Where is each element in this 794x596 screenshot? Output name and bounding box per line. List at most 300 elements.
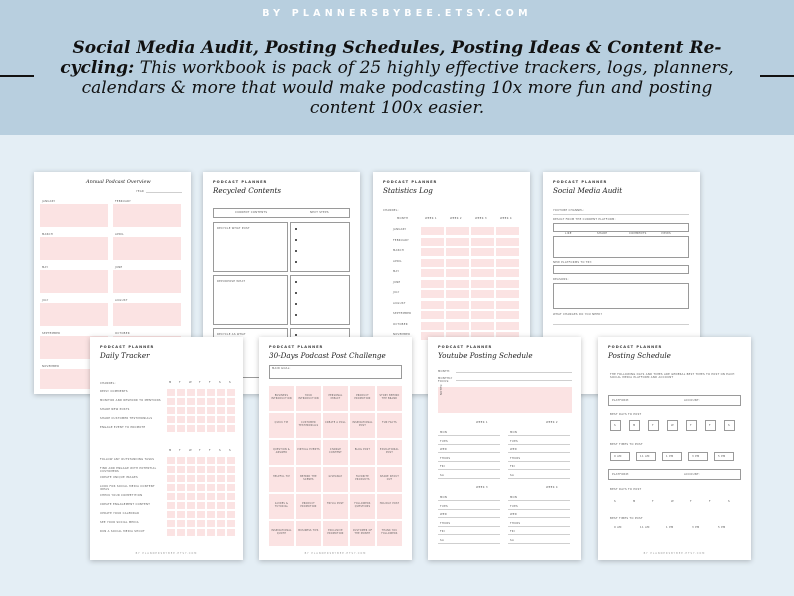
best-days-label-2: BEST DAYS TO POST	[610, 488, 642, 491]
day-label: FRI	[440, 530, 445, 533]
day-cell	[167, 407, 175, 414]
day-cell	[197, 493, 205, 500]
day-cell	[227, 529, 235, 536]
col-next: NEXT STEPS	[310, 211, 329, 214]
main-goal-label: MAIN GOAL:	[272, 367, 291, 370]
day-label: MON	[510, 496, 518, 499]
day-label: SA	[440, 538, 445, 542]
challenge-cell	[377, 413, 402, 438]
sheet-title: Annual Podcast Overview	[86, 179, 151, 185]
day-cell	[197, 529, 205, 536]
month-label: AUGUST	[393, 301, 406, 305]
day-letter: T	[652, 424, 654, 427]
year-label: YEAR	[136, 190, 144, 193]
challenge-cell	[323, 467, 348, 492]
day-cell	[187, 502, 195, 509]
challenge-label: INSPIRATIONAL QUOTE	[271, 529, 292, 535]
platform-label: PLATFORM:	[612, 399, 630, 402]
headline	[58, 38, 736, 118]
account-label: ACCOUNT:	[684, 399, 700, 402]
day-cell	[217, 520, 225, 527]
challenge-cell	[350, 440, 375, 465]
challenge-label: STORY BEHIND THE BRAND	[379, 394, 400, 400]
stat-cell	[421, 238, 444, 246]
day-cell	[207, 425, 215, 432]
day-letter: S	[614, 424, 616, 427]
week-label: WEEK 3	[476, 486, 488, 489]
challenge-cell	[377, 494, 402, 519]
day-cell	[217, 398, 225, 405]
metric-label: VIEWS	[661, 232, 671, 235]
day-letter: W	[671, 500, 674, 503]
month-label: MAY	[42, 266, 49, 269]
day-cell	[177, 520, 185, 527]
challenge-label: FAVORITE PRODUCTS	[355, 475, 370, 481]
day-cell	[167, 511, 175, 518]
challenge-label: FUN FACTS	[382, 421, 397, 424]
month-box	[40, 204, 108, 227]
day-cell	[177, 529, 185, 536]
month-label: JULY	[42, 299, 49, 302]
sheet-title: Statistics Log	[383, 186, 433, 195]
hero-banner	[0, 0, 794, 135]
day-label: MON	[510, 431, 518, 434]
intro-text: THE FOLLOWING DAYS AND TIMES ARE GENERAL BEST TIMES TO POST ON EACH SOCIAL MEDIA PLATFORM AND ACCOUNT	[610, 373, 735, 380]
week-label: WEEK 2	[546, 421, 558, 424]
month-label: MONTH:	[438, 370, 451, 373]
sheet-footer: BY PLANNERSBYBEE.ETSY.COM	[135, 552, 198, 555]
day-cell	[217, 493, 225, 500]
row-line	[508, 461, 570, 462]
day-cell	[187, 416, 195, 423]
shop-byline: BY PLANNERSBYBEE.ETSY.COM	[262, 8, 532, 19]
month-box	[40, 237, 108, 260]
challenge-label: YOUR INTRODUCTION	[298, 394, 319, 400]
day-label: THURS	[440, 456, 451, 460]
stat-cell	[421, 269, 444, 277]
month-label: JANUARY	[393, 228, 407, 231]
row-line	[438, 500, 500, 501]
day-cell	[227, 466, 235, 473]
day-label: TUES	[510, 504, 518, 508]
day-cell	[217, 484, 225, 491]
task-label: ENGAGE EVENT TO PROMOTE	[100, 426, 146, 429]
day-cell	[227, 416, 235, 423]
time-label: 11 AM	[640, 455, 650, 458]
month-label: JUNE	[115, 266, 123, 269]
day-letter: W	[671, 424, 674, 427]
day-cell	[197, 457, 205, 464]
stat-cell	[471, 248, 494, 256]
month-label: FEBRUARY	[393, 238, 410, 242]
task-label: REPLY COMMENTS	[100, 390, 128, 393]
row-line	[438, 461, 500, 462]
challenge-label: CREATE A POLL	[325, 421, 346, 424]
stat-cell	[446, 248, 469, 256]
day-cell	[227, 520, 235, 527]
sheet-kicker: PODCAST PLANNER	[100, 345, 155, 349]
challenge-label: CUSTOMER TESTIMONIALS	[298, 421, 319, 427]
sheet-footer: BY PLANNERSBYBEE.ETSY.COM	[304, 552, 367, 555]
stat-cell	[496, 280, 519, 288]
challenge-cell	[323, 413, 348, 438]
row-line	[438, 509, 500, 510]
week-header: WEEK 4	[500, 217, 512, 220]
sheet-title: Daily Tracker	[100, 351, 150, 360]
day-cell	[227, 511, 235, 518]
sheet-kicker: PODCAST PLANNER	[553, 180, 608, 184]
challenge-label: FOLLOWERS QUESTIONS	[354, 502, 371, 508]
month-label: SEPTEMBER	[42, 332, 61, 335]
day-cell	[167, 520, 175, 527]
day-cell	[227, 457, 235, 464]
day-cell	[177, 493, 185, 500]
day-cell	[187, 389, 195, 396]
headline-rest: This workbook is pack of 25 highly effective trackers, logs, planners, calendars & more that would make podcasting 10x more fun and posting content 100x easier.	[81, 58, 734, 118]
stat-cell	[496, 269, 519, 277]
challenge-label: BEHIND THE SCENES	[300, 475, 317, 481]
sheet-title: Social Media Audit	[553, 186, 623, 195]
task-label: CREATE ENGAGEMENT CONTENT	[100, 503, 151, 506]
monthly-focus-label: MONTHLY FOCUS:	[438, 377, 453, 383]
day-cell	[177, 389, 185, 396]
day-cell	[207, 493, 215, 500]
day-cell	[227, 493, 235, 500]
day-header: T	[179, 449, 181, 452]
metric-label: COMMENTS	[629, 232, 647, 235]
day-label: TUES	[440, 504, 448, 508]
row-line	[508, 469, 570, 470]
daily-tracker-sheet	[90, 337, 243, 560]
challenge-cell	[296, 440, 321, 465]
left-rule	[0, 75, 34, 77]
time-label: 1 PM	[666, 526, 674, 529]
time-label: 9 AM	[614, 526, 622, 529]
day-header: F	[209, 381, 211, 384]
posting-schedule-sheet	[598, 337, 751, 560]
week-header: WEEK 3	[475, 217, 487, 220]
challenge-label: PERSONAL IMPACT	[328, 394, 343, 400]
stat-cell	[471, 322, 494, 330]
month-label: APRIL	[115, 233, 124, 236]
audit-label: NEW PLATFORMS TO TRY:	[553, 261, 593, 264]
task-label: RUN A SOCIAL MEDIA SHOUT	[100, 530, 145, 533]
month-label: FEBRUARY	[115, 200, 132, 203]
day-cell	[207, 407, 215, 414]
day-cell	[187, 529, 195, 536]
day-label: FRI	[510, 465, 515, 468]
next-steps-box	[290, 275, 350, 325]
day-cell	[167, 416, 175, 423]
stat-cell	[496, 322, 519, 330]
row-line	[508, 452, 570, 453]
day-header: T	[179, 381, 181, 384]
challenge-label: BUSINESS TIPS	[298, 529, 319, 532]
day-cell	[197, 407, 205, 414]
row-line	[438, 517, 500, 518]
audit-label: WHAT CHANGES DO YOU NEED?	[553, 313, 603, 316]
day-cell	[187, 493, 195, 500]
best-times-label: BEST TIMES TO POST	[610, 443, 643, 446]
month-label: SEPTEMBER	[393, 312, 412, 315]
task-label: LOOK FOR SOCIAL MEDIA CONTENT IDEAS	[100, 485, 155, 491]
day-cell	[177, 502, 185, 509]
day-cell	[207, 389, 215, 396]
youtube-schedule-sheet	[428, 337, 581, 560]
time-label: 3 PM	[692, 455, 700, 458]
task-label: SEE YOUR SOCIAL MEDIA	[100, 521, 139, 524]
day-header: S	[229, 381, 231, 384]
day-label: TUES	[440, 439, 448, 443]
row-line	[508, 435, 570, 436]
month-label: MARCH	[393, 249, 404, 252]
row-line	[438, 469, 500, 470]
channel-label: CHANNEL:	[383, 209, 399, 212]
time-label: 1 PM	[666, 455, 674, 458]
day-label: WED	[510, 448, 518, 451]
stat-cell	[421, 259, 444, 267]
day-label: WED	[440, 448, 448, 451]
stat-cell	[446, 290, 469, 298]
stat-cell	[496, 259, 519, 267]
row-line	[438, 526, 500, 527]
day-header: F	[209, 449, 211, 452]
challenge-cell	[323, 494, 348, 519]
time-label: 3 PM	[692, 526, 700, 529]
stat-cell	[421, 322, 444, 330]
day-label: FRI	[510, 530, 515, 533]
day-cell	[167, 457, 175, 464]
day-cell	[217, 425, 225, 432]
week-label: WEEK 4	[546, 486, 558, 489]
day-cell	[197, 475, 205, 482]
month-label: MARCH	[42, 233, 53, 236]
right-rule	[760, 75, 794, 77]
day-label: TUES	[510, 439, 518, 443]
channel-label: CHANNEL:	[100, 382, 116, 385]
stat-cell	[421, 290, 444, 298]
day-cell	[207, 520, 215, 527]
stat-cell	[421, 280, 444, 288]
month-label: OCTOBER	[115, 332, 130, 335]
day-cell	[227, 475, 235, 482]
challenge-label: QUESTION & ANSWER	[273, 448, 290, 454]
challenge-label: HOLIDAY POST	[379, 502, 400, 505]
challenge-cell	[296, 521, 321, 546]
day-label: THURS	[510, 521, 521, 525]
day-header: S	[229, 449, 231, 452]
day-cell	[187, 398, 195, 405]
day-cell	[207, 416, 215, 423]
sheet-footer: BY PLANNERSBYBEE.ETSY.COM	[643, 552, 706, 555]
stat-cell	[496, 290, 519, 298]
task-label: FIND AND ENGAGE WITH POTENTIAL CUSTOMERS	[100, 467, 157, 473]
challenge-label: THANK YOU FOLLOWERS	[381, 529, 398, 535]
month-box	[113, 303, 181, 326]
task-label: FOLLOW ANY OUTSTANDING TASKS	[100, 458, 155, 461]
row-line	[508, 517, 570, 518]
day-cell	[177, 457, 185, 464]
day-cell	[227, 484, 235, 491]
row-line	[508, 526, 570, 527]
stat-cell	[421, 227, 444, 235]
row-line	[508, 509, 570, 510]
month-label: MAY	[393, 270, 400, 273]
day-cell	[207, 511, 215, 518]
challenge-label: HELPFUL TIP	[273, 475, 290, 478]
day-letter: T	[652, 500, 654, 503]
day-cell	[177, 425, 185, 432]
day-cell	[207, 457, 215, 464]
sheet-kicker: PODCAST PLANNER	[383, 180, 438, 184]
challenge-label: GIVEAWAY	[328, 475, 343, 478]
sheet-title: Posting Schedule	[608, 351, 671, 360]
challenge-label: QUICK TIP	[274, 421, 289, 424]
month-box	[40, 303, 108, 326]
day-cell	[217, 416, 225, 423]
sheet-title: Recycled Contents	[213, 186, 282, 195]
stat-cell	[421, 248, 444, 256]
day-cell	[197, 425, 205, 432]
day-label: SA	[510, 538, 515, 542]
day-cell	[207, 398, 215, 405]
day-letter: S	[614, 500, 616, 503]
sheet-title: 30-Days Podcast Post Challenge	[269, 351, 386, 360]
account-label-2: ACCOUNT:	[684, 473, 700, 476]
day-label: MON	[440, 431, 448, 434]
day-cell	[177, 398, 185, 405]
month-label: NOVEMBER	[393, 333, 411, 336]
challenge-label: PRODUCT PROMOTION	[354, 394, 371, 400]
day-cell	[197, 398, 205, 405]
day-cell	[217, 457, 225, 464]
day-header: W	[189, 449, 192, 452]
content-label: RECYCLE WHAT POST	[217, 227, 250, 230]
day-letter: T	[690, 424, 692, 427]
notes-label: NOTES:	[440, 383, 443, 395]
day-letter: S	[728, 424, 730, 427]
day-cell	[217, 389, 225, 396]
day-cell	[227, 502, 235, 509]
day-label: MON	[440, 496, 448, 499]
day-cell	[197, 502, 205, 509]
day-cell	[167, 475, 175, 482]
day-cell	[167, 425, 175, 432]
stat-cell	[496, 238, 519, 246]
stat-cell	[446, 259, 469, 267]
challenge-label: INSPIRATIONAL POST	[352, 421, 373, 427]
month-col: MONTH	[397, 217, 409, 220]
post-challenge-sheet	[259, 337, 412, 560]
day-label: THURS	[510, 456, 521, 460]
month-box	[113, 204, 181, 227]
day-cell	[167, 502, 175, 509]
reasons-box	[553, 283, 689, 309]
row-line	[508, 500, 570, 501]
time-label: 9 AM	[614, 455, 622, 458]
challenge-label: CUSTOMER OF THE MONTH	[352, 529, 373, 535]
task-label: UPDATE YOUR CALENDAR	[100, 512, 140, 515]
day-letter: S	[728, 500, 730, 503]
sheet-kicker: PODCAST PLANNER	[213, 180, 268, 184]
content-label: REPURPOSE WHAT	[217, 280, 246, 283]
row-line	[438, 452, 500, 453]
task-label: CHECK YOUR COMPETITION	[100, 494, 143, 497]
row-line	[438, 435, 500, 436]
row-line	[508, 534, 570, 535]
result-box	[553, 223, 689, 232]
stat-cell	[496, 227, 519, 235]
stat-cell	[446, 269, 469, 277]
task-label: SHARE NEW POSTS	[100, 408, 130, 411]
stat-cell	[496, 301, 519, 309]
row-line	[438, 543, 500, 544]
day-letter: T	[690, 500, 692, 503]
day-letter: M	[633, 424, 636, 427]
sheet-kicker: PODCAST PLANNER	[438, 345, 493, 349]
stat-cell	[421, 301, 444, 309]
day-cell	[217, 466, 225, 473]
day-cell	[187, 457, 195, 464]
day-header: T	[199, 381, 201, 384]
day-label: FRI	[440, 465, 445, 468]
day-cell	[167, 529, 175, 536]
task-label: SHARE CUSTOMER TESTIMONIALS	[100, 417, 153, 420]
day-cell	[187, 520, 195, 527]
day-cell	[227, 407, 235, 414]
week-header: WEEK 1	[425, 217, 437, 220]
day-cell	[217, 511, 225, 518]
day-header: S	[219, 381, 221, 384]
day-label: THURS	[440, 521, 451, 525]
stat-cell	[471, 280, 494, 288]
challenge-label: TRIVIA POST	[327, 502, 344, 505]
day-cell	[227, 389, 235, 396]
challenge-label: EXCLUSIVE PROMOTION	[327, 529, 344, 535]
day-cell	[197, 484, 205, 491]
stat-cell	[471, 290, 494, 298]
week-label: WEEK 1	[476, 421, 488, 424]
audit-label: REASONS:	[553, 278, 569, 281]
day-cell	[207, 466, 215, 473]
day-header: W	[189, 381, 192, 384]
day-cell	[197, 466, 205, 473]
day-cell	[197, 511, 205, 518]
week-header: WEEK 2	[450, 217, 462, 220]
day-letter: M	[633, 500, 636, 503]
divider	[553, 324, 689, 325]
day-cell	[167, 484, 175, 491]
day-cell	[167, 398, 175, 405]
month-label: APRIL	[393, 259, 402, 263]
month-label: JUNE	[393, 280, 401, 284]
day-letter: F	[709, 424, 711, 427]
day-cell	[217, 529, 225, 536]
month-label: JANUARY	[42, 200, 56, 203]
stat-cell	[471, 259, 494, 267]
day-cell	[177, 511, 185, 518]
stat-cell	[446, 238, 469, 246]
day-header: M	[169, 449, 172, 452]
day-cell	[187, 466, 195, 473]
month-label: OCTOBER	[393, 322, 408, 326]
day-cell	[207, 475, 215, 482]
month-label: AUGUST	[115, 299, 128, 302]
challenge-label: BLOG POST	[354, 448, 371, 451]
month-label: NOVEMBER	[42, 365, 60, 368]
time-label: 5 PM	[718, 526, 726, 529]
platform-label-2: PLATFORM:	[612, 473, 630, 476]
